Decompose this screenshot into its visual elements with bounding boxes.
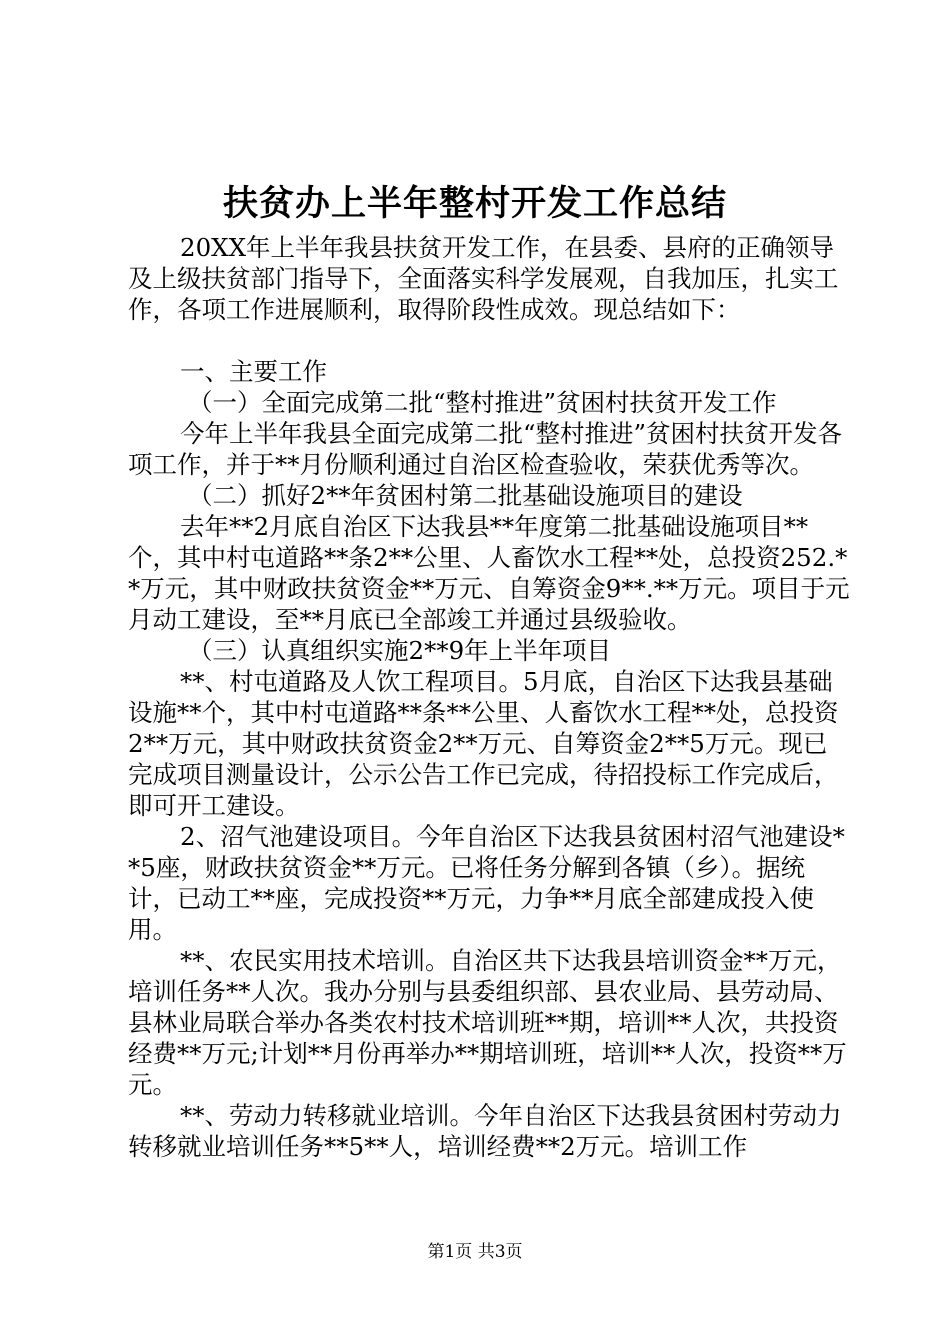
document-title: 扶贫办上半年整村开发工作总结 bbox=[222, 183, 727, 224]
subsection-heading: （一）全面完成第二批“整村推进”贫困村扶贫开发工作 bbox=[188, 388, 777, 417]
body-paragraph: 2、沼气池建设项目。今年自治区下达我县贫困村沼气池建设**5座，财政扶贫资金**万元。已将任务分解到各镇（乡）。据统计，已动工**座，完成投资**万元，力争**月底全部建成投入使用。 bbox=[128, 822, 845, 944]
body-paragraph: **、劳动力转移就业培训。今年自治区下达我县贫困村劳动力转移就业培训任务**5**人，培训经费**2万元。培训工作 bbox=[128, 1101, 842, 1161]
body-paragraph: 去年**2月底自治区下达我县**年度第二批基础设施项目**个，其中村屯道路**条2**公里、人畜饮水工程**处，总投资252.**万元，其中财政扶贫资金**万元、自筹资金9**.**万元。项目于元月动工建设，至**月底已全部竣工并通过县级验收。 bbox=[128, 512, 850, 634]
body-paragraph: **、农民实用技术培训。自治区共下达我县培训资金**万元，培训任务**人次。我办分别与县委组织部、县农业局、县劳动局、县林业局联合举办各类农村技术培训班**期，培训**人次，共投资经费**万元;计划**月份再举办**期培训班，培训**人次，投资**万元。 bbox=[128, 946, 847, 1099]
body-paragraph: **、村屯道路及人饮工程项目。5月底，自治区下达我县基础设施**个，其中村屯道路**条**公里、人畜饮水工程**处，总投资2**万元，其中财政扶贫资金2**万元、自筹资金2**5万元。现已完成项目测量设计，公示公告工作已完成，待招投标工作完成后，即可开工建设。 bbox=[128, 667, 839, 820]
body-paragraph: 今年上半年我县全面完成第二批“整村推进”贫困村扶贫开发各项工作，并于**月份顺利通过自治区检查验收，荣获优秀等次。 bbox=[128, 419, 843, 479]
intro-paragraph: 20XX年上半年我县扶贫开发工作，在县委、县府的正确领导及上级扶贫部门指导下，全面落实科学发展观，自我加压，扎实工作，各项工作进展顺利，取得阶段性成效。现总结如下： bbox=[128, 233, 839, 324]
subsection-heading: （二）抓好2**年贫困村第二批基础设施项目的建设 bbox=[188, 481, 743, 510]
section-heading: 一、主要工作 bbox=[180, 357, 327, 386]
subsection-heading: （三）认真组织实施2**9年上半年项目 bbox=[188, 636, 612, 665]
document-body bbox=[128, 232, 850, 1162]
page-footer: 第1页 共3页 bbox=[427, 1242, 523, 1262]
paragraph-gap bbox=[128, 325, 850, 356]
